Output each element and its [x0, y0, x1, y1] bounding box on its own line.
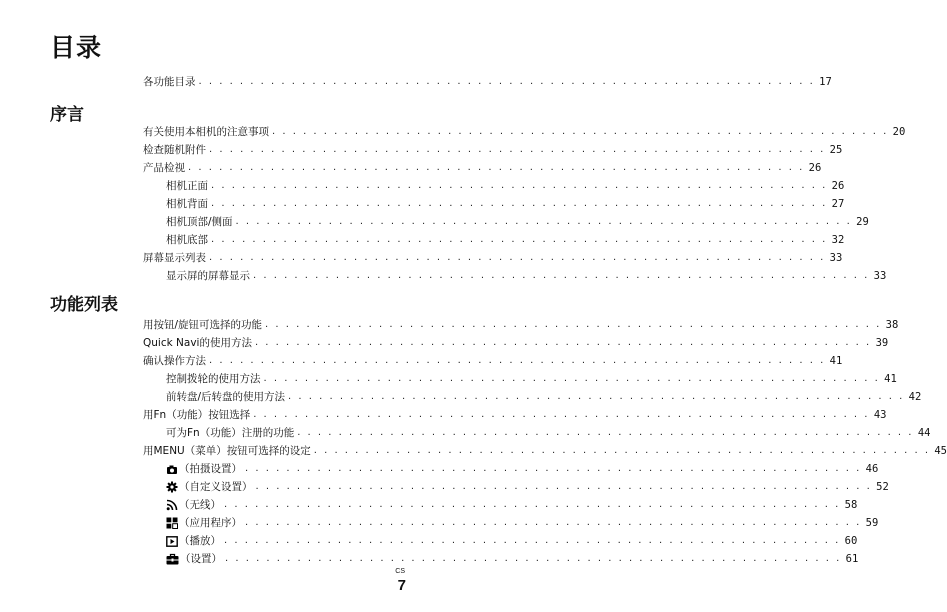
- toc-entry-page: 58: [844, 499, 858, 511]
- toc-entry[interactable]: [0, 514, 879, 532]
- dot-leader: . . . . . . . . . . . . . . . . . . . . . . . . . . . . . . . . . . . . . . . . . . . . . . . . . . . . . . . . . . . .: [265, 319, 882, 330]
- gear-icon: [166, 481, 178, 494]
- toc-entry[interactable]: [0, 442, 947, 460]
- dot-leader: . . . . . . . . . . . . . . . . . . . . . . . . . . . . . . . . . . . . . . . . . . . . . . . . . . . . . . . . . . . .: [209, 252, 826, 263]
- toc-entry-label: （设置）: [180, 553, 222, 565]
- dot-leader: . . . . . . . . . . . . . . . . . . . . . . . . . . . . . . . . . . . . . . . . . . . . . . . . . . . . . . . . . . . .: [188, 162, 805, 173]
- toc-entry-page: 17: [819, 76, 832, 88]
- toc-entry-label: Quick Navi的使用方法: [143, 337, 252, 349]
- dot-leader: . . . . . . . . . . . . . . . . . . . . . . . . . . . . . . . . . . . . . . . . . . . . . . . . . . . . . . . . . . . .: [211, 198, 828, 209]
- toc-entry-label: 用MENU（菜单）按钮可选择的设定: [143, 445, 311, 457]
- toc-entry[interactable]: [0, 316, 899, 334]
- toc-entry[interactable]: [0, 496, 858, 514]
- toc-entry[interactable]: [0, 388, 922, 406]
- toc-entry-label: （无线）: [179, 499, 221, 511]
- dot-leader: . . . . . . . . . . . . . . . . . . . . . . . . . . . . . . . . . . . . . . . . . . . . . . . . . . . . . . . . . . . .: [245, 463, 862, 474]
- toc-entry-page: 41: [829, 355, 843, 367]
- dot-leader: . . . . . . . . . . . . . . . . . . . . . . . . . . . . . . . . . . . . . . . . . . . . . . . . . . . . . . . . . . . .: [211, 180, 828, 191]
- toc-entry[interactable]: [0, 73, 832, 91]
- toc-entry-page: 26: [831, 180, 845, 192]
- toc-entry-page: 59: [865, 517, 879, 529]
- page-number: 7: [397, 577, 406, 594]
- toc-entry-label: （自定义设置）: [179, 481, 253, 493]
- toc-entry-page: 45: [934, 445, 947, 457]
- toc-entry[interactable]: [0, 123, 906, 141]
- dot-leader: . . . . . . . . . . . . . . . . . . . . . . . . . . . . . . . . . . . . . . . . . . . . . . . . . . . . . . . . . . . .: [211, 234, 828, 245]
- page-title: 目录: [50, 33, 103, 62]
- toc-entry-page: 38: [885, 319, 899, 331]
- toc-entry[interactable]: [0, 177, 845, 195]
- dot-leader: . . . . . . . . . . . . . . . . . . . . . . . . . . . . . . . . . . . . . . . . . . . . . . . . . . . . . . . . . . . .: [263, 373, 880, 384]
- dot-leader: . . . . . . . . . . . . . . . . . . . . . . . . . . . . . . . . . . . . . . . . . . . . . . . . . . . . . . . . . . . .: [224, 535, 841, 546]
- dot-leader: . . . . . . . . . . . . . . . . . . . . . . . . . . . . . . . . . . . . . . . . . . . . . . . . . . . . . . . . . . . .: [272, 126, 889, 137]
- toc-entry[interactable]: [0, 195, 845, 213]
- toc-entry[interactable]: [0, 424, 931, 442]
- toc-entry-label: 控制拨轮的使用方法: [166, 373, 261, 385]
- section-title-feature-list: 功能列表: [50, 295, 118, 315]
- toc-entry-label: 产品检视: [143, 162, 185, 174]
- toc-entry-label: 检查随机附件: [143, 144, 206, 156]
- toc-entry-page: 52: [876, 481, 889, 493]
- toc-entry-page: 41: [884, 373, 897, 385]
- toc-entry-label: 确认操作方法: [143, 355, 206, 367]
- toc-entry-label: （应用程序）: [179, 517, 242, 529]
- dot-leader: . . . . . . . . . . . . . . . . . . . . . . . . . . . . . . . . . . . . . . . . . . . . . . . . . . . . . . . . . . . .: [245, 517, 862, 528]
- toc-entry[interactable]: [0, 370, 897, 388]
- toc-entry-page: 33: [829, 252, 843, 264]
- toc-entry-label: 可为Fn（功能）注册的功能: [166, 427, 295, 439]
- dot-leader: . . . . . . . . . . . . . . . . . . . . . . . . . . . . . . . . . . . . . . . . . . . . . . . . . . . . . . . . . . . .: [253, 270, 870, 281]
- toc-entry-label: 用Fn（功能）按钮选择: [143, 409, 251, 421]
- application-icon: [166, 517, 178, 530]
- toc-entry-label: 各功能目录: [143, 76, 196, 88]
- toc-entry-page: 39: [875, 337, 889, 349]
- toc-entry-label: 显示屏的屏幕显示: [166, 270, 250, 282]
- toc-entry-label: 相机背面: [166, 198, 208, 210]
- toc-entry-page: 26: [808, 162, 822, 174]
- toc-entry[interactable]: [0, 478, 889, 496]
- dot-leader: . . . . . . . . . . . . . . . . . . . . . . . . . . . . . . . . . . . . . . . . . . . . . . . . . . . . . . . . . . . .: [313, 445, 931, 456]
- toc-entry[interactable]: [0, 267, 887, 285]
- toc-entry-label: 相机正面: [166, 180, 208, 192]
- toc-entry-page: 46: [865, 463, 879, 475]
- toc-entry-label: 有关使用本相机的注意事项: [143, 126, 269, 138]
- toc-entry[interactable]: [0, 159, 822, 177]
- toolbox-icon: [166, 553, 179, 566]
- dot-leader: . . . . . . . . . . . . . . . . . . . . . . . . . . . . . . . . . . . . . . . . . . . . . . . . . . . . . . . . . . . .: [253, 409, 870, 420]
- toc-entry[interactable]: [0, 532, 858, 550]
- toc-entry-label: 前转盘/后转盘的使用方法: [166, 391, 286, 403]
- playback-icon: [166, 535, 178, 548]
- toc-entry-page: 60: [844, 535, 858, 547]
- dot-leader: . . . . . . . . . . . . . . . . . . . . . . . . . . . . . . . . . . . . . . . . . . . . . . . . . . . . . . . . . . . .: [288, 391, 905, 402]
- toc-entry-page: 27: [831, 198, 845, 210]
- toc-entry-label: 屏幕显示列表: [143, 252, 206, 264]
- toc-entry[interactable]: [0, 249, 843, 267]
- language-code: CS: [395, 568, 405, 575]
- dot-leader: . . . . . . . . . . . . . . . . . . . . . . . . . . . . . . . . . . . . . . . . . . . . . . . . . . . . . . . . . . . .: [209, 144, 826, 155]
- toc-entry-page: 33: [873, 270, 887, 282]
- wireless-icon: [166, 499, 178, 512]
- dot-leader: . . . . . . . . . . . . . . . . . . . . . . . . . . . . . . . . . . . . . . . . . . . . . . . . . . . . . . . . . . . .: [209, 355, 826, 366]
- dot-leader: . . . . . . . . . . . . . . . . . . . . . . . . . . . . . . . . . . . . . . . . . . . . . . . . . . . . . . . . . . . .: [224, 499, 841, 510]
- toc-entry[interactable]: [0, 213, 869, 231]
- dot-leader: . . . . . . . . . . . . . . . . . . . . . . . . . . . . . . . . . . . . . . . . . . . . . . . . . . . . . . . . . . . .: [254, 337, 872, 348]
- toc-entry-label: （拍摄设置）: [179, 463, 242, 475]
- toc-entry-page: 32: [831, 234, 845, 246]
- toc-entry-page: 25: [829, 144, 843, 156]
- dot-leader: . . . . . . . . . . . . . . . . . . . . . . . . . . . . . . . . . . . . . . . . . . . . . . . . . . . . . . . . . . . .: [225, 553, 842, 564]
- toc-entry-label: 相机底部: [166, 234, 208, 246]
- toc-entry[interactable]: [0, 352, 843, 370]
- toc-entry-label: 用按钮/旋钮可选择的功能: [143, 319, 263, 331]
- dot-leader: . . . . . . . . . . . . . . . . . . . . . . . . . . . . . . . . . . . . . . . . . . . . . . . . . . . . . . . . . . . .: [198, 76, 815, 87]
- toc-entry-page: 42: [908, 391, 922, 403]
- section-title-preface: 序言: [50, 105, 84, 125]
- toc-entry[interactable]: [0, 231, 845, 249]
- toc-entry-page: 29: [856, 216, 869, 228]
- toc-entry[interactable]: [0, 334, 889, 352]
- toc-entry[interactable]: [0, 141, 843, 159]
- toc-entry[interactable]: [0, 550, 859, 568]
- toc-entry-page: 61: [845, 553, 859, 565]
- toc-entry-label: （播放）: [179, 535, 221, 547]
- toc-entry[interactable]: [0, 460, 879, 478]
- toc-entry-page: 20: [892, 126, 906, 138]
- toc-entry-page: 44: [917, 427, 931, 439]
- camera-icon: [166, 463, 178, 476]
- toc-entry-label: 相机顶部/侧面: [166, 216, 233, 228]
- toc-entry[interactable]: [0, 406, 887, 424]
- dot-leader: . . . . . . . . . . . . . . . . . . . . . . . . . . . . . . . . . . . . . . . . . . . . . . . . . . . . . . . . . . . .: [255, 481, 872, 492]
- toc-entry-page: 43: [873, 409, 887, 421]
- dot-leader: . . . . . . . . . . . . . . . . . . . . . . . . . . . . . . . . . . . . . . . . . . . . . . . . . . . . . . . . . . . .: [235, 216, 852, 227]
- dot-leader: . . . . . . . . . . . . . . . . . . . . . . . . . . . . . . . . . . . . . . . . . . . . . . . . . . . . . . . . . . . .: [297, 427, 914, 438]
